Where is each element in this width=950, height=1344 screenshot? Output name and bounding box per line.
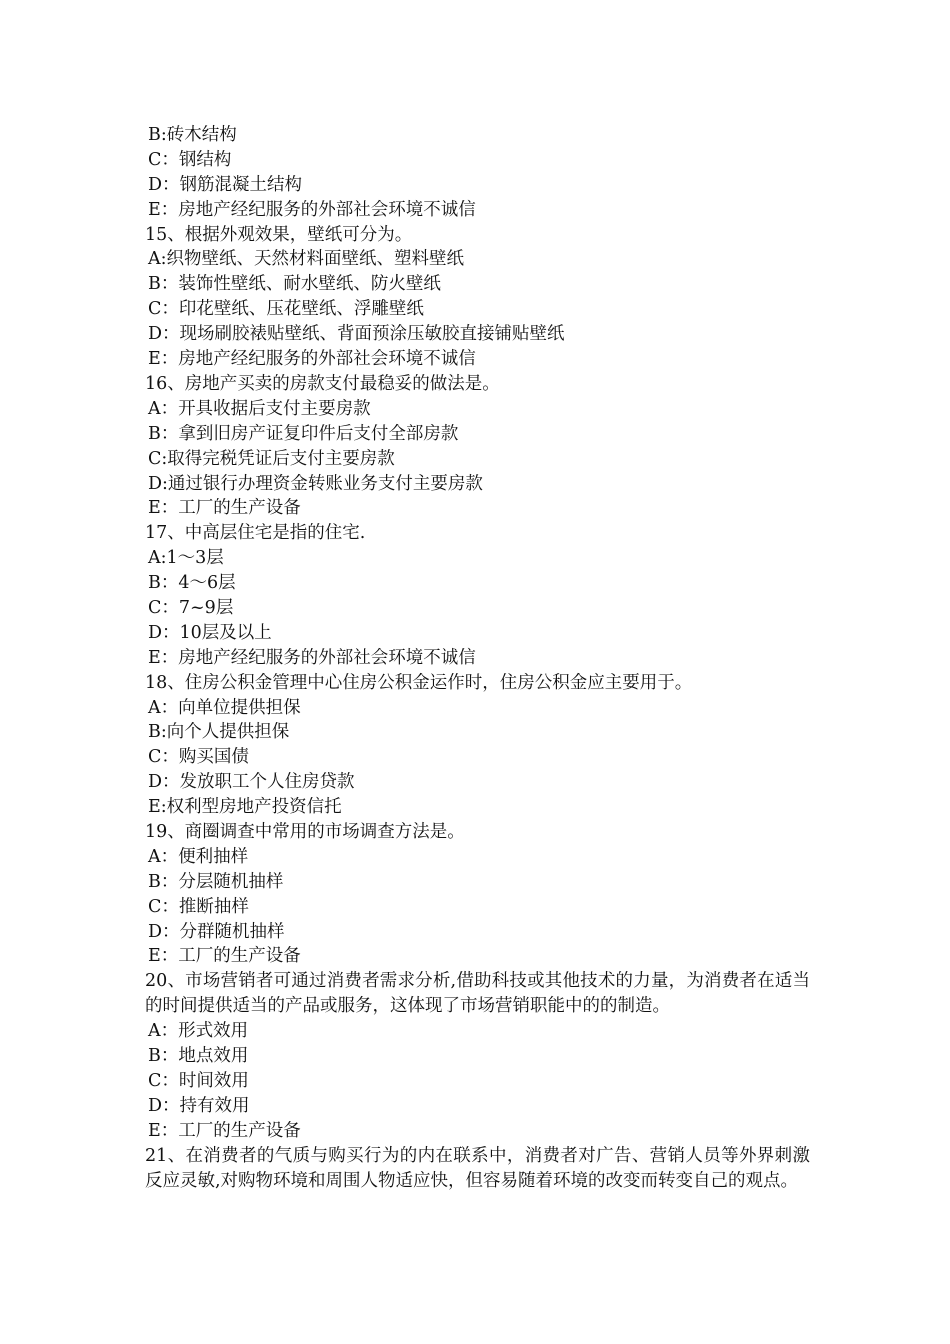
- answer-option: C：时间效用: [148, 1070, 249, 1091]
- answer-option: C：推断抽样: [148, 896, 249, 917]
- question-text: 19、商圈调查中常用的市场调查方法是。: [145, 822, 465, 842]
- answer-option: C：印花壁纸、压花壁纸、浮雕壁纸: [148, 299, 424, 320]
- question-text: 20、市场营销者可通过消费者需求分析,借助科技或其他技术的力量，为消费者在适当的时间提供适当的产品或服务，这体现了市场营销职能中的的制造。: [145, 971, 810, 1017]
- answer-option: D：现场刷胶裱贴壁纸、背面预涂压敏胶直接铺贴壁纸: [148, 324, 565, 345]
- document-body: [145, 123, 810, 1193]
- answer-option: B：装饰性壁纸、耐水壁纸、防火壁纸: [148, 274, 441, 295]
- answer-option: A:1～3层: [148, 548, 224, 569]
- question-text: 18、住房公积金管理中心住房公积金运作时，住房公积金应主要用于。: [145, 672, 693, 693]
- answer-option: A：向单位提供担保: [148, 697, 301, 718]
- answer-option: D：钢筋混凝土结构: [148, 174, 303, 195]
- answer-option: C：7~9层: [148, 597, 234, 618]
- answer-option: B:砖木结构: [148, 125, 237, 145]
- answer-option: D：10层及以上: [148, 622, 272, 643]
- answer-option: E：工厂的生产设备: [148, 498, 301, 519]
- answer-option: D：发放职工个人住房贷款: [148, 772, 355, 793]
- answer-option: E：房地产经纪服务的外部社会环境不诚信: [148, 647, 476, 668]
- answer-option: A：开具收据后支付主要房款: [148, 398, 371, 419]
- answer-option: E:权利型房地产投资信托: [148, 797, 342, 818]
- answer-option: E：工厂的生产设备: [148, 946, 301, 967]
- answer-option: A:织物壁纸、天然材料面壁纸、塑料壁纸: [148, 249, 465, 270]
- answer-option: B：地点效用: [148, 1046, 249, 1067]
- answer-option: B:向个人提供担保: [148, 722, 290, 743]
- answer-option: A：形式效用: [148, 1021, 249, 1042]
- answer-option: B：拿到旧房产证复印件后支付全部房款: [148, 423, 459, 444]
- answer-option: E：工厂的生产设备: [148, 1120, 301, 1141]
- question-text: 15、根据外观效果，壁纸可分为。: [145, 224, 413, 245]
- answer-option: A：便利抽样: [148, 846, 249, 867]
- answer-option: B：分层随机抽样: [148, 871, 284, 892]
- question-text: 17、中高层住宅是指的住宅.: [145, 523, 366, 544]
- answer-option: C:取得完税凭证后支付主要房款: [148, 448, 395, 469]
- answer-option: E：房地产经纪服务的外部社会环境不诚信: [148, 199, 476, 220]
- answer-option: C：钢结构: [148, 149, 232, 170]
- answer-option: C：购买国债: [148, 747, 249, 768]
- question-text: 21、在消费者的气质与购买行为的内在联系中，消费者对广告、营销人员等外界刺激反应灵敏,对购物环境和周围人物适应快，但容易随着环境的改变而转变自己的观点。: [145, 1145, 810, 1191]
- answer-option: B：4～6层: [148, 573, 236, 594]
- answer-option: D：持有效用: [148, 1095, 250, 1116]
- answer-option: D:通过银行办理资金转账业务支付主要房款: [148, 473, 483, 494]
- question-text: 16、房地产买卖的房款支付最稳妥的做法是。: [145, 373, 500, 394]
- answer-option: E：房地产经纪服务的外部社会环境不诚信: [148, 349, 476, 370]
- answer-option: D：分群随机抽样: [148, 921, 285, 942]
